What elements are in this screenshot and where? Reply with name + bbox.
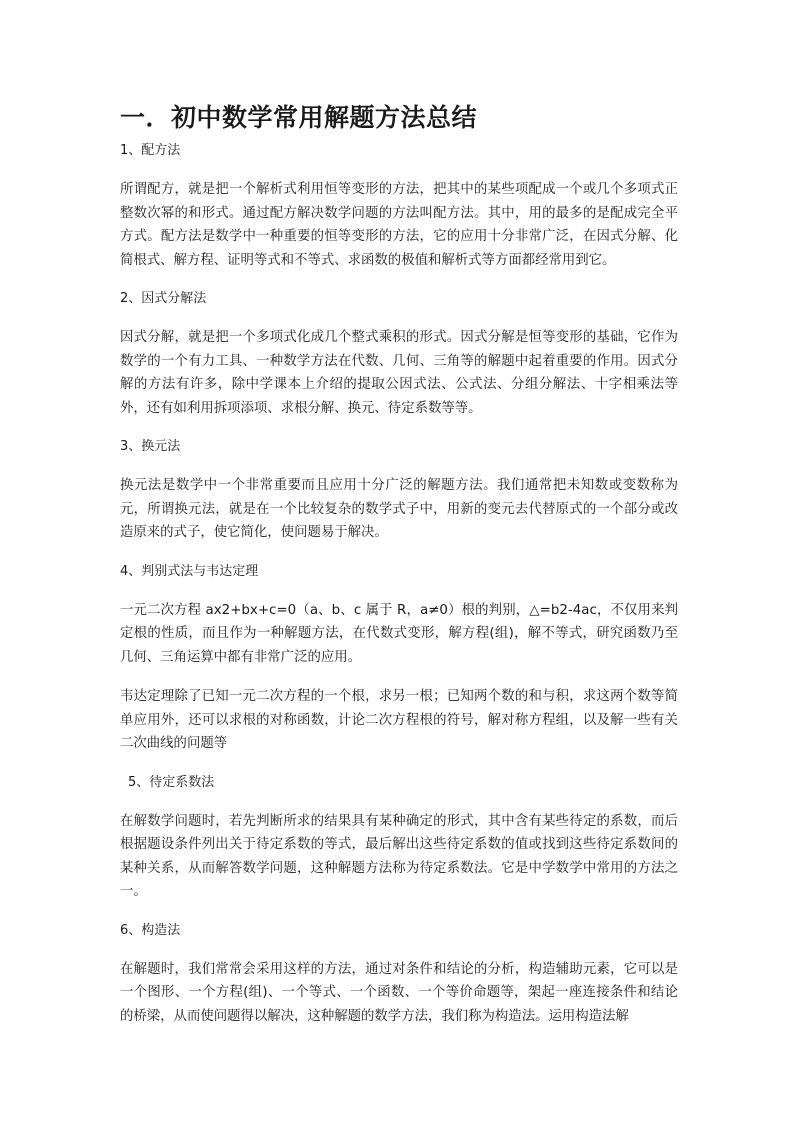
- section-heading: 4、判别式法与韦达定理: [120, 563, 259, 579]
- section-heading: 1、配方法: [120, 143, 181, 158]
- section-heading: 5、待定系数法: [128, 774, 215, 790]
- section-heading: 6、构造法: [120, 922, 181, 938]
- section-heading: 3、换元法: [120, 439, 181, 454]
- page-title: 一．初中数学常用解题方法总结: [120, 103, 478, 132]
- section-paragraph: 一元二次方程 ax2+bx+c=0（a、b、c 属于 R，a≠0）根的判别，△=b2-4ac，不仅用来判定根的性质，而且作为一种解题方法，在代数式变形，解方程(组)，解不等式，研究函数乃至几何、三角运算中都有非常广泛的应用。: [120, 602, 678, 665]
- section-1: [120, 140, 678, 272]
- section-3: [120, 436, 678, 545]
- section-5: [120, 772, 678, 904]
- section-heading: 2、因式分解法: [120, 291, 207, 306]
- section-6: [120, 920, 678, 1029]
- section-paragraph: 在解数学问题时，若先判断所求的结果具有某种确定的形式，其中含有某些待定的系数，而后根据题设条件列出关于待定系数的等式，最后解出这些待定系数的值或找到这些待定系数间的某种关系，从而解答数学问题，这种解题方法称为待定系数法。它是中学数学中常用的方法之一。: [120, 813, 678, 899]
- document-page: [120, 100, 678, 1044]
- section-2: [120, 288, 678, 420]
- section-4: [120, 561, 678, 756]
- section-paragraph: 因式分解，就是把一个多项式化成几个整式乘积的形式。因式分解是恒等变形的基础，它作为数学的一个有力工具、一种数学方法在代数、几何、三角等的解题中起着重要的作用。因式分解的方法有许多，除中学课本上介绍的提取公因式法、公式法、分组分解法、十字相乘法等外，还有如利用拆项添项、求根分解、换元、待定系数等等。: [120, 330, 678, 416]
- section-paragraph: 所谓配方，就是把一个解析式利用恒等变形的方法，把其中的某些项配成一个或几个多项式正整数次幂的和形式。通过配方解决数学问题的方法叫配方法。其中，用的最多的是配成完全平方式。配方法是数学中一种重要的恒等变形的方法，它的应用十分非常广泛，在因式分解、化简根式、解方程、证明等式和不等式、求函数的极值和解析式等方面都经常用到它。: [120, 182, 678, 268]
- section-paragraph: 在解题时，我们常常会采用这样的方法，通过对条件和结论的分析，构造辅助元素，它可以是一个图形、一个方程(组)、一个等式、一个函数、一个等价命题等，架起一座连接条件和结论的桥梁，从而使问题得以解决，这种解题的数学方法，我们称为构造法。运用构造法解: [120, 961, 678, 1024]
- section-paragraph: 换元法是数学中一个非常重要而且应用十分广泛的解题方法。我们通常把未知数或变数称为元，所谓换元法，就是在一个比较复杂的数学式子中，用新的变元去代替原式的一个部分或改造原来的式子，使它简化，使问题易于解决。: [120, 478, 678, 540]
- section-paragraph: 韦达定理除了已知一元二次方程的一个根，求另一根；已知两个数的和与积，求这两个数等简单应用外，还可以求根的对称函数，计论二次方程根的符号，解对称方程组，以及解一些有关二次曲线的问题等: [120, 689, 678, 751]
